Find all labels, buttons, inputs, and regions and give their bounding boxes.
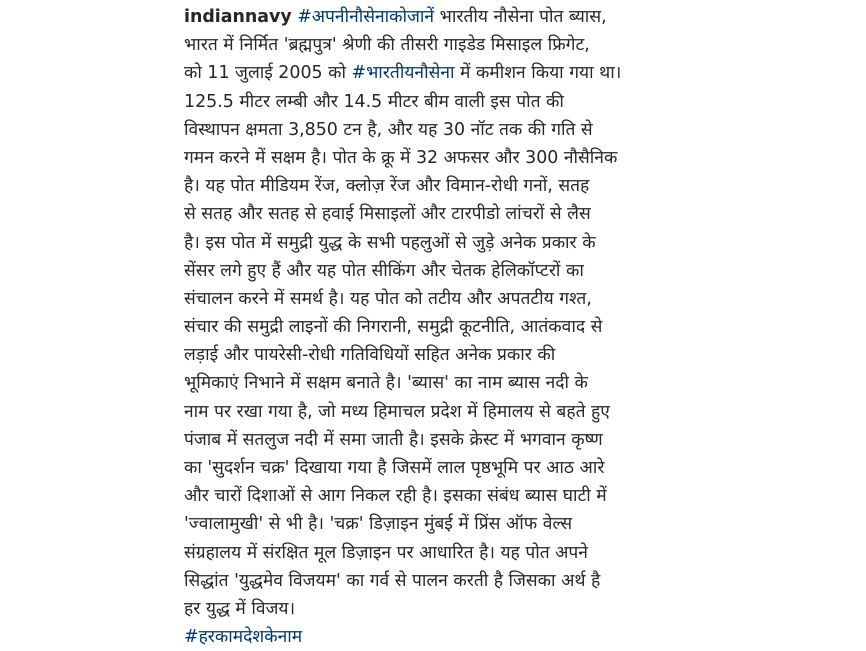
caption-line: और चारों दिशाओं से आग निकल रही है। इसका संबंध ब्यास घाटी में — [184, 486, 607, 507]
caption-line — [184, 623, 684, 651]
hashtag-link[interactable]: #हरकामदेशकेनाम — [184, 627, 303, 648]
caption-line: भूमिकाएं निभाने में सक्षम बनाते है। 'ब्यास' का नाम ब्यास नदी के — [184, 373, 588, 394]
caption-line: 125.5 मीटर लम्बी और 14.5 मीटर बीम वाली इस पोत की — [184, 91, 564, 112]
caption-line: संचालन करने में समर्थ है। यह पोत को तटीय और अपतटीय गश्त, — [184, 288, 592, 309]
caption-line: लड़ाई और पायरेसी-रोधी गतिविधियों सहित अनेक प्रकार की — [184, 345, 556, 366]
caption-line — [184, 3, 684, 31]
caption-line: विस्थापन क्षमता 3,850 टन है, और यह 30 नॉट तक की गति से — [184, 119, 593, 140]
caption-text: भारतीय नौसेना पोत ब्यास, — [434, 7, 607, 27]
caption-line: है। यह पोत मीडियम रेंज, क्लोज़ रेंज और विमान-रोधी गनों, सतह — [184, 176, 590, 197]
caption-line: गमन करने में सक्षम है। पोत के क्रू में 32 अफसर और 300 नौसैनिक — [184, 147, 618, 168]
caption-line: सेंसर लगे हुए हैं और यह पोत सीकिंग और चेतक हेलिकॉप्टरों का — [184, 260, 584, 281]
caption-line: संचार की समुद्री लाइनों की निगरानी, समुद्री कूटनीति, आतंकवाद से — [184, 317, 603, 338]
caption-line: भारत में निर्मित 'ब्रह्मपुत्र' श्रेणी की तीसरी गाइडेड मिसाइल फ्रिगेट, — [184, 35, 590, 56]
caption-line — [184, 59, 684, 87]
caption-line: सिद्धांत 'युद्धमेव विजयम' का गर्व से पालन करती है जिसका अर्थ है — [184, 570, 601, 591]
caption-line: हर युद्ध में विजय। — [184, 598, 296, 619]
caption-line: नाम पर रखा गया है, जो मध्य हिमाचल प्रदेश में हिमालय से बहते हुए — [184, 401, 610, 422]
caption-line: संग्रहालय में संरक्षित मूल डिज़ाइन पर आधारित है। यह पोत अपने — [184, 542, 588, 563]
caption-line: है। इस पोत में समुद्री युद्ध के सभी पहलुओं से जुड़े अनेक प्रकार के — [184, 232, 596, 253]
caption-line: का 'सुदर्शन चक्र' दिखाया गया है जिसमें लाल पृष्ठभूमि पर आठ आरे — [184, 458, 605, 478]
username-link[interactable]: indiannavy — [184, 7, 292, 27]
caption-line: से सतह और सतह से हवाई मिसाइलों और टारपीडो लांचरों से लैस — [184, 204, 591, 225]
post-caption — [184, 3, 684, 651]
caption-text: को 11 जुलाई 2005 को — [184, 63, 352, 84]
hashtag-link[interactable]: #अपनीनौसेनाकोजानें — [297, 7, 435, 27]
hashtag-link[interactable]: #भारतीयनौसेना — [351, 63, 455, 84]
caption-text: में कमीशन किया गया था। — [454, 63, 622, 84]
caption-line: 'ज्वालामुखी' से भी है। 'चक्र' डिज़ाइन मुंबई में प्रिंस ऑफ वेल्स — [184, 514, 573, 535]
caption-line: पंजाब में सतलुज नदी में समा जाती है। इसके क्रेस्ट में भगवान कृष्ण — [184, 429, 603, 450]
